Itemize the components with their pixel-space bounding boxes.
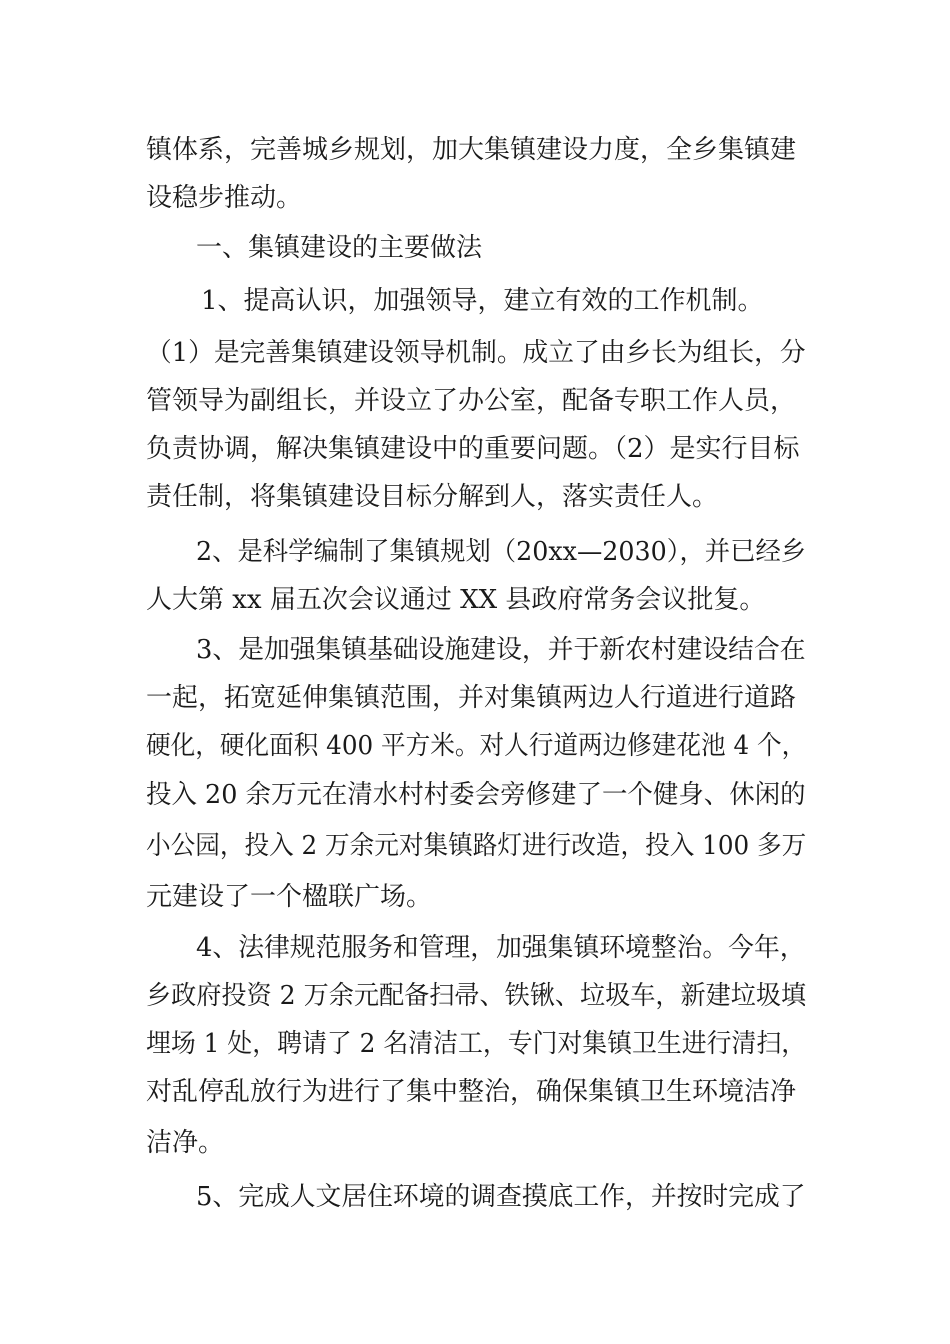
text-line: 3、是加强集镇基础设施建设，并于新农村建设结合在 xyxy=(196,635,806,665)
text-line: 乡政府投资 2 万余元配备扫帚、铁锹、垃圾车，新建垃圾填 xyxy=(146,981,807,1011)
text-line: 1、提高认识，加强领导，建立有效的工作机制。 xyxy=(201,286,764,316)
section-heading: 一、集镇建设的主要做法 xyxy=(196,233,483,263)
text-line: 镇体系，完善城乡规划，加大集镇建设力度，全乡集镇建 xyxy=(146,135,797,165)
text-line: 一起，拓宽延伸集镇范围，并对集镇两边人行道进行道路 xyxy=(146,683,797,713)
text-line: 对乱停乱放行为进行了集中整治，确保集镇卫生环境洁净 xyxy=(146,1077,797,1107)
text-line: 小公园，投入 2 万余元对集镇路灯进行改造，投入 100 多万 xyxy=(146,831,807,861)
text-line: 5、完成人文居住环境的调查摸底工作，并按时完成了 xyxy=(196,1182,806,1212)
text-line: 管领导为副组长，并设立了办公室，配备专职工作人员， xyxy=(146,386,797,416)
text-line: 设稳步推动。 xyxy=(146,183,303,213)
text-line: 元建设了一个楹联广场。 xyxy=(146,882,433,912)
text-line: 4、法律规范服务和管理，加强集镇环境整治。今年， xyxy=(196,933,806,963)
text-line: 2、是科学编制了集镇规划（20xx—2030），并已经乡 xyxy=(196,537,807,567)
text-line: （1）是完善集镇建设领导机制。成立了由乡长为组长，分 xyxy=(146,338,806,368)
text-line: 硬化，硬化面积 400 平方米。对人行道两边修建花池 4 个， xyxy=(146,731,807,761)
text-line: 负责协调，解决集镇建设中的重要问题。（2）是实行目标 xyxy=(146,434,800,464)
text-line: 埋场 1 处，聘请了 2 名清洁工，专门对集镇卫生进行清扫， xyxy=(146,1029,807,1059)
text-line: 洁净。 xyxy=(146,1128,225,1158)
text-line: 人大第 xx 届五次会议通过 XX 县政府常务会议批复。 xyxy=(146,585,766,615)
text-line: 责任制，将集镇建设目标分解到人，落实责任人。 xyxy=(146,482,719,512)
text-line: 投入 20 余万元在清水村村委会旁修建了一个健身、休闲的 xyxy=(146,780,806,810)
